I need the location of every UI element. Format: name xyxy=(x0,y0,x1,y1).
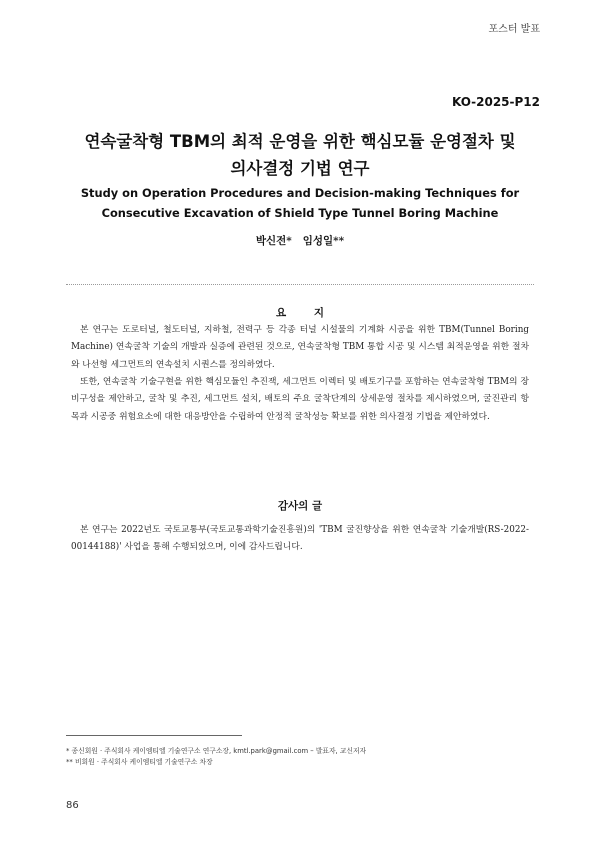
acknowledgement-paragraph: 본 연구는 2022년도 국토교통부(국토교통과학기술진흥원)의 'TBM 굴진향상을 위한 연속굴착 기술개발(RS-2022-00144188)' 사업을 통해 수행되었으며, 이에 감사드립니다. xyxy=(71,525,529,553)
page-number: 86 xyxy=(66,800,79,811)
abstract-paragraph-2: 또한, 연속굴착 기술구현을 위한 핵심모듈인 추진잭, 세그먼트 이렉터 및 배토기구를 포함하는 연속굴착형 TBM의 장비구성을 제안하고, 굴착 및 추진, 세그먼트 설치, 배토의 주요 굴착단계의 상세운영 절차를 제시하였으며, 굴진관리 항목과 시공중 위험요소에 대한 대응방안을 수립하여 안정적 굴착성능 확보를 위한 의사결정 기법을 제안하였다. xyxy=(71,377,529,422)
korean-title-line-2: 의사결정 기법 연구 xyxy=(230,159,370,178)
korean-title-line-1: 연속굴착형 TBM의 최적 운영을 위한 핵심모듈 운영절차 및 xyxy=(84,132,516,151)
acknowledgement-heading: 감사의 글 xyxy=(277,500,323,512)
english-title-line-2: Consecutive Excavation of Shield Type Tunnel Boring Machine xyxy=(101,206,499,220)
english-title-line-1: Study on Operation Procedures and Decision-making Techniques for xyxy=(80,186,520,200)
korean-title xyxy=(40,128,560,182)
abstract-heading: 요 지 xyxy=(276,307,336,319)
divider xyxy=(66,284,534,285)
footnote-divider xyxy=(66,735,242,736)
footnote-1: * 종신회원 · 주식회사 케이엠티엘 기술연구소 연구소장, kmtl.park@gmail.com – 발표자, 교신저자 xyxy=(66,747,367,755)
section-label: 포스터 발표 xyxy=(488,24,540,35)
abstract-paragraph-1: 본 연구는 도로터널, 철도터널, 지하철, 전력구 등 각종 터널 시설물의 기계화 시공을 위한 TBM(Tunnel Boring Machine) 연속굴착 기술의 개발과 실증에 관련된 것으로, 연속굴착형 TBM 통합 시공 및 시스템 최적운영을 위한 절차와 나선형 세그먼트의 연속설치 시퀀스를 정의하였다. xyxy=(71,325,529,370)
english-title xyxy=(40,183,560,223)
authors: 박신전* 임성일** xyxy=(255,235,345,247)
paper-code: KO-2025-P12 xyxy=(451,95,540,109)
footnote-2: ** 비회원 · 주식회사 케이엠티엘 기술연구소 차장 xyxy=(66,758,213,766)
